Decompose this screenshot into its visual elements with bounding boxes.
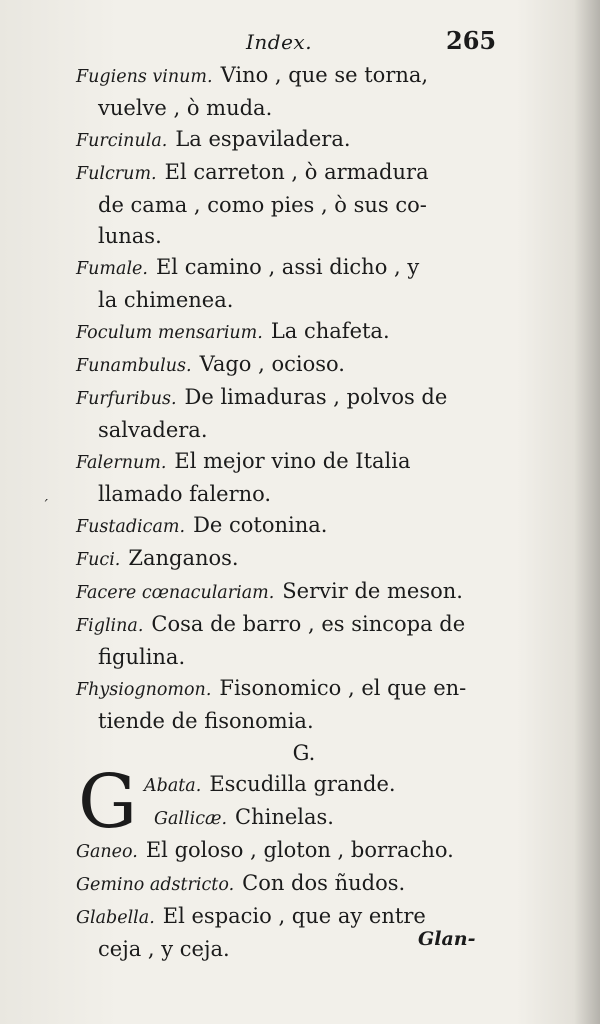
entry-definition: La espaviladera. bbox=[175, 127, 351, 151]
entry-term: Facere cœnaculariam. bbox=[76, 583, 275, 603]
entry-term: Gemino adstricto. bbox=[76, 875, 235, 895]
entry-definition: Con dos ñudos. bbox=[242, 871, 406, 895]
entry-line bbox=[76, 868, 514, 901]
entry-term: Fumale. bbox=[76, 259, 148, 279]
drop-entry-line-1 bbox=[76, 769, 514, 802]
index-entry bbox=[76, 510, 514, 543]
section-heading-g: G. bbox=[292, 741, 316, 765]
entry-term: Funambulus. bbox=[76, 356, 192, 376]
entry-definition: lunas. bbox=[98, 224, 162, 248]
index-entry bbox=[76, 157, 514, 252]
entry-line bbox=[76, 316, 514, 349]
entry-term: Figlina. bbox=[76, 616, 144, 636]
entry-line bbox=[76, 479, 514, 510]
entry-definition: figulina. bbox=[98, 645, 186, 669]
entry-term: Falernum. bbox=[76, 453, 167, 473]
index-entry bbox=[76, 543, 514, 576]
page-number: 265 bbox=[446, 26, 497, 55]
entry-definition: De limaduras , polvos de bbox=[184, 385, 448, 409]
entry-definition: Servir de meson. bbox=[282, 579, 463, 603]
entry-line bbox=[76, 252, 514, 285]
entries-before-g bbox=[76, 60, 514, 737]
index-entry bbox=[76, 252, 514, 316]
entry-term: Furcinula. bbox=[76, 131, 168, 151]
drop-cap-entry bbox=[76, 759, 514, 845]
index-entry bbox=[76, 673, 514, 737]
entry-definition: Vino , que se torna, bbox=[220, 63, 429, 87]
entry-definition: de cama , como pies , ò sus co- bbox=[98, 193, 427, 217]
entry-definition: llamado falerno. bbox=[98, 482, 272, 506]
entry-line bbox=[76, 673, 514, 706]
entry-line bbox=[76, 190, 514, 221]
entry-term: Ganeo. bbox=[76, 842, 138, 862]
entry-definition: Vago , ocioso. bbox=[199, 352, 345, 376]
entry-line bbox=[76, 124, 514, 157]
entry-definition: El carreton , ò armadura bbox=[164, 160, 429, 184]
entry-line bbox=[76, 221, 514, 252]
entry-definition: vuelve , ò muda. bbox=[98, 96, 273, 120]
running-head: Index. bbox=[246, 30, 313, 54]
entry-line bbox=[76, 706, 514, 737]
index-entry bbox=[76, 316, 514, 349]
entry-definition: De cotonina. bbox=[193, 513, 328, 537]
entry-definition: Chinelas. bbox=[235, 805, 334, 829]
index-entry bbox=[76, 382, 514, 446]
index-entry bbox=[76, 446, 514, 510]
stray-ink-mark: ´ bbox=[42, 498, 49, 514]
entry-term: Fustadicam. bbox=[76, 517, 186, 537]
entry-line bbox=[76, 510, 514, 543]
entry-definition: Cosa de barro , es sincopa de bbox=[151, 612, 466, 636]
entry-line bbox=[76, 415, 514, 446]
entry-definition: tiende de fisonomia. bbox=[98, 709, 314, 733]
entry-line bbox=[76, 576, 514, 609]
page-header bbox=[0, 26, 600, 60]
index-entry bbox=[76, 60, 514, 124]
entry-term: Foculum mensarium. bbox=[76, 323, 263, 343]
entry-definition: Zanganos. bbox=[128, 546, 239, 570]
drop-entry-line-2 bbox=[76, 802, 514, 835]
entry-term: Fugiens vinum. bbox=[76, 67, 213, 87]
entry-definition: salvadera. bbox=[98, 418, 208, 442]
entry-line bbox=[76, 543, 514, 576]
entry-term: Glabella. bbox=[76, 908, 155, 928]
binding-shadow bbox=[574, 0, 600, 1024]
entry-line bbox=[76, 642, 514, 673]
entry-definition: El camino , assi dicho , y bbox=[155, 255, 420, 279]
entry-line bbox=[76, 349, 514, 382]
entry-definition: Fisonomico , el que en- bbox=[219, 676, 467, 700]
index-entries bbox=[76, 60, 514, 965]
entry-term: Furfuribus. bbox=[76, 389, 177, 409]
entry-term: Fulcrum. bbox=[76, 164, 157, 184]
entry-definition: ceja , y ceja. bbox=[98, 937, 230, 961]
entry-line bbox=[76, 609, 514, 642]
drop-cap-initial: G bbox=[78, 759, 138, 845]
entry-definition: El espacio , que ay entre bbox=[162, 904, 426, 928]
index-entry bbox=[76, 349, 514, 382]
index-entry bbox=[76, 609, 514, 673]
index-entry bbox=[76, 868, 514, 901]
entry-term: Abata. bbox=[144, 776, 202, 796]
index-entry bbox=[76, 576, 514, 609]
index-entry bbox=[76, 124, 514, 157]
entry-definition: Escudilla grande. bbox=[209, 772, 396, 796]
entry-line bbox=[76, 446, 514, 479]
entry-definition: la chimenea. bbox=[98, 288, 234, 312]
entry-definition: El mejor vino de Italia bbox=[174, 449, 411, 473]
entry-line bbox=[76, 382, 514, 415]
entry-term: Fuci. bbox=[76, 550, 121, 570]
entry-term: Fhysiognomon. bbox=[76, 680, 212, 700]
catchword: Glan- bbox=[418, 928, 476, 950]
entry-line bbox=[76, 93, 514, 124]
index-entry bbox=[76, 835, 514, 868]
entry-term: Gallicæ. bbox=[154, 809, 228, 829]
entry-definition: La chafeta. bbox=[270, 319, 390, 343]
entry-definition: El goloso , gloton , borracho. bbox=[145, 838, 454, 862]
entry-line bbox=[76, 285, 514, 316]
entry-line bbox=[76, 157, 514, 190]
entry-line bbox=[76, 835, 514, 868]
entry-line bbox=[76, 60, 514, 93]
